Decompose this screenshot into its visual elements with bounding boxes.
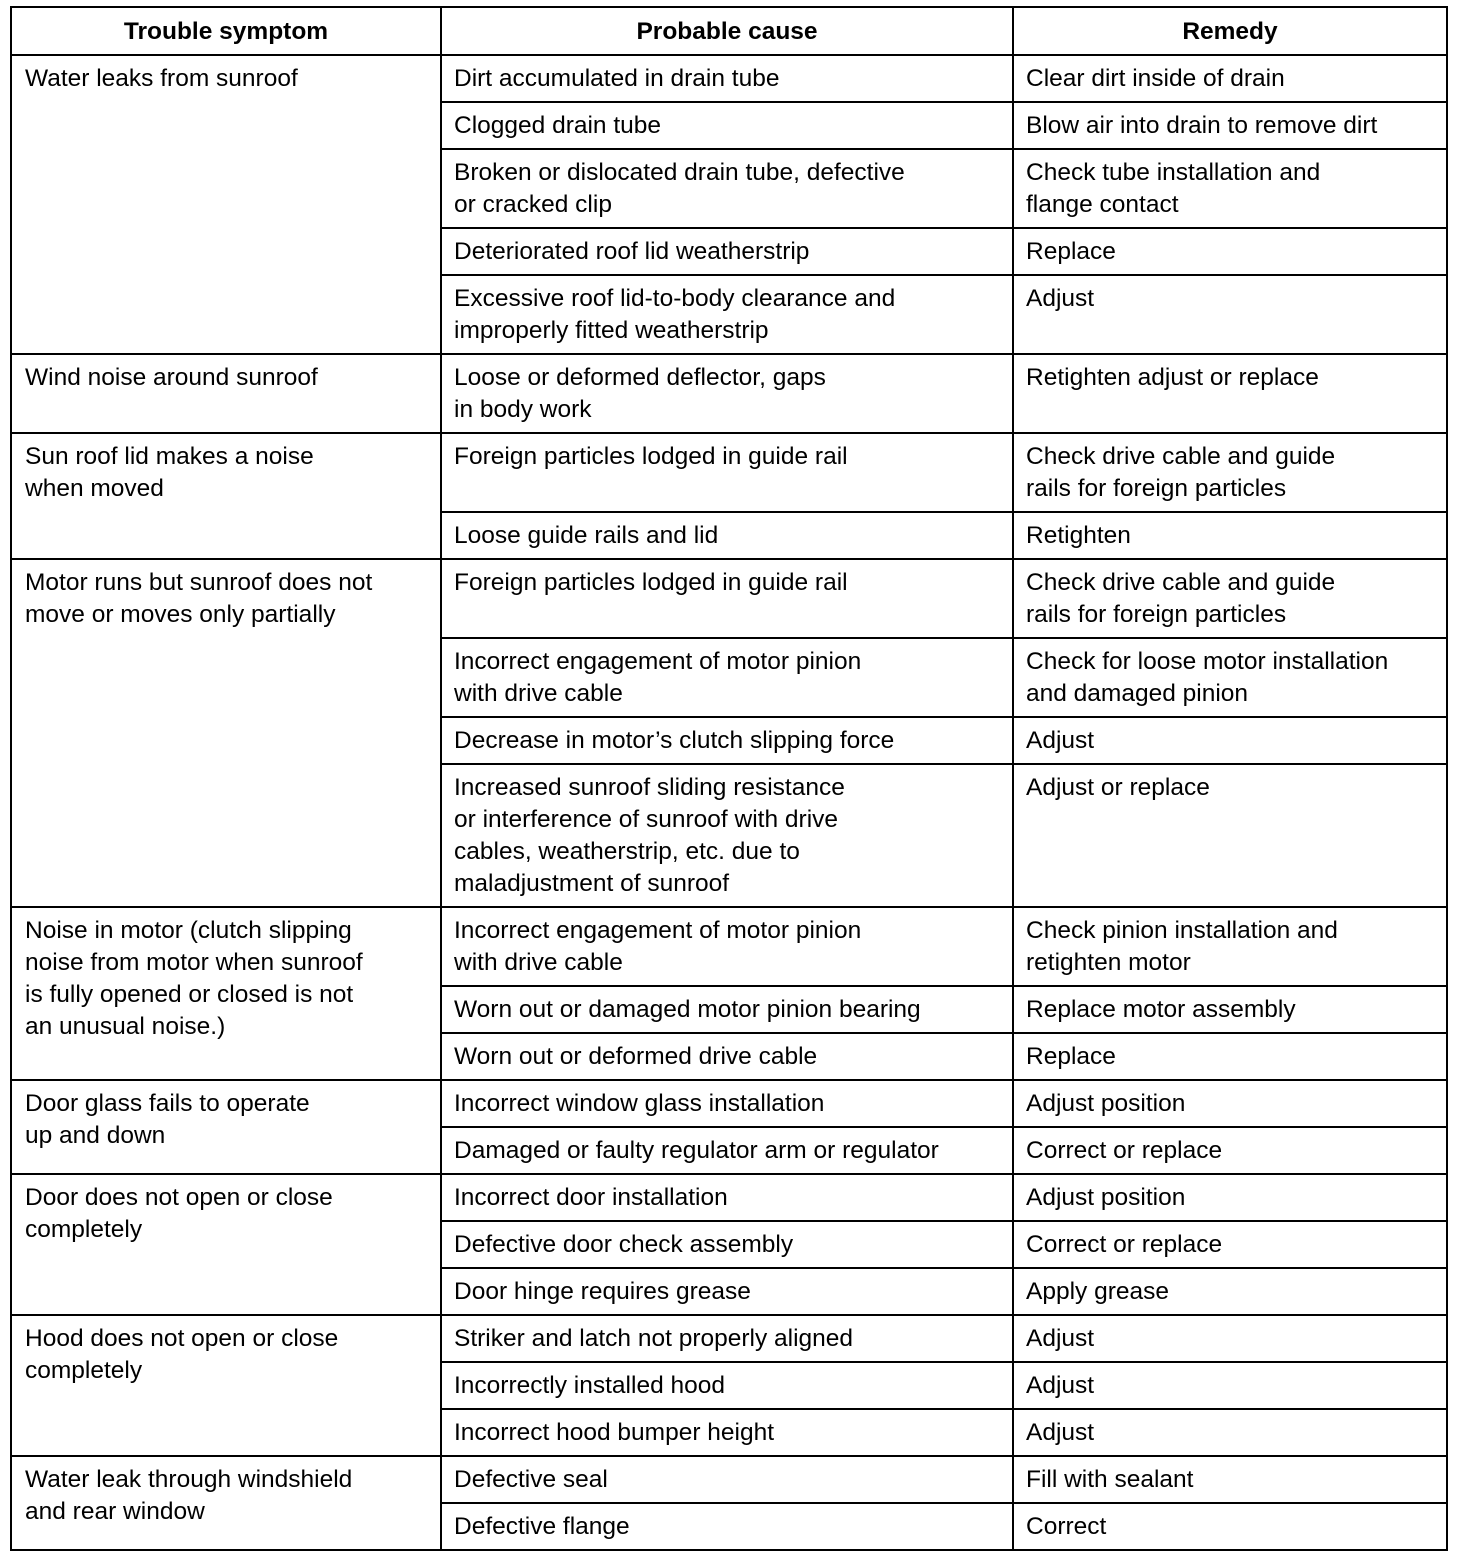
trouble-symptom-text: completely — [25, 1357, 143, 1384]
probable-cause-text: Foreign particles lodged in guide rail — [454, 569, 848, 596]
remedy-text: Replace — [1026, 238, 1116, 265]
probable-cause-text: Striker and latch not properly aligned — [454, 1325, 854, 1352]
header-trouble-symptom: Trouble symptom — [11, 7, 441, 55]
probable-cause-cell — [441, 275, 1013, 354]
probable-cause-cell — [441, 1456, 1013, 1503]
remedy-cell — [1013, 433, 1447, 512]
trouble-symptom-text: Door does not open or close — [25, 1184, 333, 1211]
probable-cause-cell — [441, 228, 1013, 275]
trouble-symptom-text: when moved — [25, 475, 164, 502]
trouble-symptom-cell — [11, 1456, 441, 1550]
remedy-cell — [1013, 1033, 1447, 1080]
trouble-symptom-text: Door glass fails to operate — [25, 1090, 310, 1117]
probable-cause-cell — [441, 102, 1013, 149]
remedy-text: and damaged pinion — [1026, 680, 1249, 707]
remedy-text: rails for foreign particles — [1026, 601, 1287, 628]
probable-cause-text: Decrease in motor’s clutch slipping force — [454, 727, 895, 754]
remedy-text: Check tube installation and — [1026, 159, 1321, 186]
remedy-cell — [1013, 1503, 1447, 1550]
trouble-symptom-text: and rear window — [25, 1498, 205, 1525]
table-row — [11, 1315, 1447, 1362]
trouble-symptom-text: Water leak through windshield — [25, 1466, 353, 1493]
trouble-symptom-text: Noise in motor (clutch slipping — [25, 917, 352, 944]
remedy-text: Check drive cable and guide — [1026, 569, 1336, 596]
trouble-symptom-text: is fully opened or closed is not — [25, 981, 354, 1008]
probable-cause-text: Dirt accumulated in drain tube — [454, 65, 780, 92]
probable-cause-cell — [441, 638, 1013, 717]
probable-cause-cell — [441, 1409, 1013, 1456]
remedy-text: Check pinion installation and — [1026, 917, 1338, 944]
remedy-cell — [1013, 1221, 1447, 1268]
remedy-text: Blow air into drain to remove dirt — [1026, 112, 1378, 139]
probable-cause-cell — [441, 764, 1013, 907]
troubleshooting-table-container — [10, 6, 1446, 1551]
remedy-cell — [1013, 1456, 1447, 1503]
probable-cause-cell — [441, 1080, 1013, 1127]
table-body — [11, 55, 1447, 1550]
probable-cause-text: Incorrect engagement of motor pinion — [454, 917, 862, 944]
probable-cause-cell — [441, 986, 1013, 1033]
table-row — [11, 1456, 1447, 1503]
probable-cause-text: Defective flange — [454, 1513, 630, 1540]
table-row — [11, 907, 1447, 986]
probable-cause-cell — [441, 1127, 1013, 1174]
remedy-cell — [1013, 149, 1447, 228]
probable-cause-cell — [441, 1033, 1013, 1080]
probable-cause-cell — [441, 1221, 1013, 1268]
remedy-cell — [1013, 512, 1447, 559]
remedy-text: Adjust — [1026, 1372, 1095, 1399]
remedy-cell — [1013, 275, 1447, 354]
trouble-symptom-text: Wind noise around sunroof — [25, 364, 318, 391]
remedy-text: Check drive cable and guide — [1026, 443, 1336, 470]
remedy-cell — [1013, 717, 1447, 764]
table-row — [11, 559, 1447, 638]
header-remedy: Remedy — [1013, 7, 1447, 55]
probable-cause-cell — [441, 717, 1013, 764]
remedy-text: Correct or replace — [1026, 1231, 1223, 1258]
remedy-cell — [1013, 1315, 1447, 1362]
remedy-text: Clear dirt inside of drain — [1026, 65, 1285, 92]
remedy-cell — [1013, 1127, 1447, 1174]
trouble-symptom-cell — [11, 354, 441, 433]
remedy-text: Correct or replace — [1026, 1137, 1223, 1164]
trouble-symptom-text: completely — [25, 1216, 143, 1243]
remedy-text: Adjust position — [1026, 1184, 1186, 1211]
remedy-cell — [1013, 559, 1447, 638]
trouble-symptom-text: Sun roof lid makes a noise — [25, 443, 314, 470]
remedy-cell — [1013, 986, 1447, 1033]
remedy-cell — [1013, 102, 1447, 149]
table-row — [11, 55, 1447, 102]
probable-cause-text: Damaged or faulty regulator arm or regulator — [454, 1137, 939, 1164]
trouble-symptom-cell — [11, 1080, 441, 1174]
probable-cause-text: Incorrect window glass installation — [454, 1090, 825, 1117]
remedy-text: Fill with sealant — [1026, 1466, 1194, 1493]
remedy-cell — [1013, 55, 1447, 102]
probable-cause-cell — [441, 907, 1013, 986]
troubleshooting-table — [10, 6, 1448, 1551]
trouble-symptom-text: Motor runs but sunroof does not — [25, 569, 373, 596]
trouble-symptom-text: noise from motor when sunroof — [25, 949, 363, 976]
probable-cause-text: Incorrect hood bumper height — [454, 1419, 775, 1446]
trouble-symptom-text: an unusual noise.) — [25, 1013, 226, 1040]
remedy-text: Adjust — [1026, 727, 1095, 754]
trouble-symptom-cell — [11, 907, 441, 1080]
header-probable-cause: Probable cause — [441, 7, 1013, 55]
probable-cause-text: in body work — [454, 396, 592, 423]
trouble-symptom-text: up and down — [25, 1122, 166, 1149]
remedy-text: Adjust — [1026, 1419, 1095, 1446]
trouble-symptom-text: Hood does not open or close — [25, 1325, 339, 1352]
probable-cause-text: Foreign particles lodged in guide rail — [454, 443, 848, 470]
probable-cause-text: Increased sunroof sliding resistance — [454, 774, 845, 801]
trouble-symptom-text: Water leaks from sunroof — [25, 65, 298, 92]
probable-cause-text: improperly fitted weatherstrip — [454, 317, 769, 344]
remedy-text: Adjust — [1026, 1325, 1095, 1352]
probable-cause-text: or interference of sunroof with drive — [454, 806, 839, 833]
probable-cause-text: Broken or dislocated drain tube, defective — [454, 159, 905, 186]
trouble-symptom-text: move or moves only partially — [25, 601, 336, 628]
remedy-text: retighten motor — [1026, 949, 1191, 976]
probable-cause-cell — [441, 433, 1013, 512]
table-row — [11, 1080, 1447, 1127]
probable-cause-text: with drive cable — [454, 680, 623, 707]
probable-cause-cell — [441, 354, 1013, 433]
header-row — [11, 7, 1447, 55]
remedy-cell — [1013, 1174, 1447, 1221]
remedy-cell — [1013, 1080, 1447, 1127]
remedy-cell — [1013, 764, 1447, 907]
probable-cause-cell — [441, 1362, 1013, 1409]
probable-cause-text: Worn out or damaged motor pinion bearing — [454, 996, 921, 1023]
remedy-cell — [1013, 228, 1447, 275]
probable-cause-cell — [441, 149, 1013, 228]
probable-cause-text: Incorrectly installed hood — [454, 1372, 726, 1399]
probable-cause-text: Deteriorated roof lid weatherstrip — [454, 238, 810, 265]
remedy-cell — [1013, 1362, 1447, 1409]
remedy-cell — [1013, 907, 1447, 986]
probable-cause-cell — [441, 1268, 1013, 1315]
remedy-text: flange contact — [1026, 191, 1179, 218]
trouble-symptom-cell — [11, 1174, 441, 1315]
trouble-symptom-cell — [11, 433, 441, 559]
remedy-cell — [1013, 354, 1447, 433]
probable-cause-text: Defective door check assembly — [454, 1231, 794, 1258]
probable-cause-text: Clogged drain tube — [454, 112, 662, 139]
remedy-text: Retighten — [1026, 522, 1131, 549]
remedy-text: Adjust or replace — [1026, 774, 1210, 801]
remedy-text: Adjust position — [1026, 1090, 1186, 1117]
table-row — [11, 354, 1447, 433]
probable-cause-cell — [441, 512, 1013, 559]
remedy-cell — [1013, 1268, 1447, 1315]
probable-cause-cell — [441, 559, 1013, 638]
trouble-symptom-cell — [11, 559, 441, 907]
table-row — [11, 433, 1447, 512]
trouble-symptom-cell — [11, 1315, 441, 1456]
remedy-text: Correct — [1026, 1513, 1107, 1540]
table-row — [11, 1174, 1447, 1221]
probable-cause-text: cables, weatherstrip, etc. due to — [454, 838, 800, 865]
probable-cause-text: or cracked clip — [454, 191, 612, 218]
probable-cause-text: Loose guide rails and lid — [454, 522, 719, 549]
remedy-cell — [1013, 1409, 1447, 1456]
probable-cause-cell — [441, 55, 1013, 102]
remedy-text: Adjust — [1026, 285, 1095, 312]
probable-cause-text: Incorrect engagement of motor pinion — [454, 648, 862, 675]
probable-cause-cell — [441, 1315, 1013, 1362]
remedy-text: Replace motor assembly — [1026, 996, 1296, 1023]
probable-cause-text: Defective seal — [454, 1466, 608, 1493]
remedy-text: Replace — [1026, 1043, 1116, 1070]
probable-cause-text: maladjustment of sunroof — [454, 870, 730, 897]
probable-cause-text: Incorrect door installation — [454, 1184, 728, 1211]
table-header — [11, 7, 1447, 55]
probable-cause-text: Door hinge requires grease — [454, 1278, 751, 1305]
remedy-cell — [1013, 638, 1447, 717]
probable-cause-text: Loose or deformed deflector, gaps — [454, 364, 826, 391]
remedy-text: Apply grease — [1026, 1278, 1170, 1305]
probable-cause-text: Excessive roof lid-to-body clearance and — [454, 285, 896, 312]
remedy-text: rails for foreign particles — [1026, 475, 1287, 502]
remedy-text: Retighten adjust or replace — [1026, 364, 1319, 391]
remedy-text: Check for loose motor installation — [1026, 648, 1389, 675]
probable-cause-text: with drive cable — [454, 949, 623, 976]
probable-cause-cell — [441, 1174, 1013, 1221]
probable-cause-text: Worn out or deformed drive cable — [454, 1043, 818, 1070]
probable-cause-cell — [441, 1503, 1013, 1550]
trouble-symptom-cell — [11, 55, 441, 354]
